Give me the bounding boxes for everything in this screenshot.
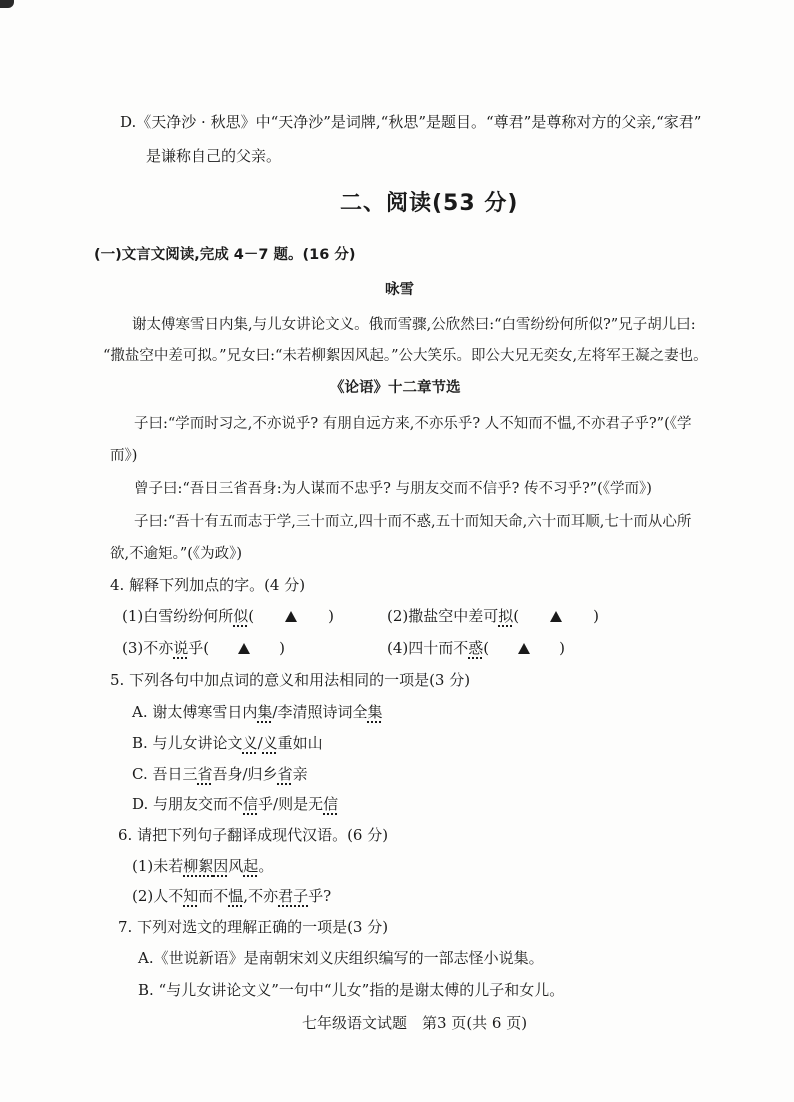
q4-item-3 xyxy=(122,638,285,658)
lunyu-para1-line1: 子曰:“学而时习之,不亦说乎? 有朋自远方来,不亦乐乎? 人不知而不愠,不亦君子乎?”(《学 xyxy=(134,416,692,432)
option-d-line1: D.《天净沙 · 秋思》中“天净沙”是词牌,“秋思”是题目。“尊君”是尊称对方的父亲,“家君” xyxy=(120,113,702,131)
q5-b-dotted-1: 义 xyxy=(242,734,258,752)
q5-a-dotted-1: 集 xyxy=(257,703,273,721)
q5-option-d[interactable]: D. 与朋友交而不信乎/则是无信 xyxy=(132,795,339,813)
q5-c-dotted-2: 省 xyxy=(277,765,293,783)
q6-2-dotted-zhi: 知 xyxy=(183,887,199,905)
q4-item-1-text: (1)白雪纷纷何所 xyxy=(122,607,234,625)
lunyu-para3-line1: 子曰:“吾十有五而志于学,三十而立,四十而不惑,五十而知天命,六十而耳顺,七十而从心所 xyxy=(134,514,692,530)
q4-item-4-open: ( xyxy=(483,639,490,657)
lunyu-para3-line2: 欲,不逾矩。”(《为政》) xyxy=(110,546,243,562)
question-7-stem: 7. 下列对选文的理解正确的一项是(3 分) xyxy=(118,918,389,936)
q5-c-dotted-1: 省 xyxy=(197,765,213,783)
passage-title-lunyu: 《论语》十二章节选 xyxy=(330,380,461,396)
q7-option-b[interactable]: B. “与儿女讲论文义”一句中“儿女”指的是谢太傅的儿子和女儿。 xyxy=(138,981,565,999)
q4-item-3-open: 乎( xyxy=(188,639,210,657)
q4-item-2-answer-blank[interactable] xyxy=(519,606,593,626)
passage-yongxue-line1: 谢太傅寒雪日内集,与儿女讲论文义。俄而雪骤,公欣然曰:“白雪纷纷何所似?”兄子胡儿曰: xyxy=(132,317,696,333)
corner-mark xyxy=(0,0,14,8)
triangle-icon xyxy=(285,611,297,622)
q4-item-4 xyxy=(387,638,565,658)
passage-title-yongxue: 咏雪 xyxy=(385,282,414,298)
q4-item-1-dotted-char: 似 xyxy=(233,607,249,625)
q4-item-4-answer-blank[interactable] xyxy=(489,638,559,658)
q4-item-4-text: (4)四十而不 xyxy=(387,639,469,657)
question-6-stem: 6. 请把下列句子翻译成现代汉语。(6 分) xyxy=(118,826,389,844)
q4-item-1 xyxy=(122,606,334,626)
q4-item-4-dotted-char: 惑 xyxy=(468,639,484,657)
q5-option-b[interactable]: B. 与儿女讲论文义/义重如山 xyxy=(132,734,323,752)
triangle-icon xyxy=(518,643,530,654)
option-d-line2: 是谦称自己的父亲。 xyxy=(146,147,282,165)
q4-item-4-close: ) xyxy=(559,639,565,657)
q4-item-3-close: ) xyxy=(279,639,285,657)
question-4-stem: 4. 解释下列加点的字。(4 分) xyxy=(110,576,306,594)
q4-item-1-close: ) xyxy=(328,607,334,625)
q6-item-1: (1)未若柳絮因风起。 xyxy=(132,857,274,875)
q5-a-dotted-2: 集 xyxy=(367,703,383,721)
q4-item-3-dotted-char: 说 xyxy=(173,639,189,657)
question-5-stem: 5. 下列各句中加点词的意义和用法相同的一项是(3 分) xyxy=(110,671,471,689)
q7-option-a[interactable]: A.《世说新语》是南朝宋刘义庆组织编写的一部志怪小说集。 xyxy=(138,949,544,967)
q4-item-1-answer-blank[interactable] xyxy=(254,606,328,626)
q4-item-2-dotted-char: 拟 xyxy=(498,607,514,625)
q6-2-dotted-junzi: 君子 xyxy=(278,887,309,905)
q5-b-dotted-2: 义 xyxy=(262,734,278,752)
q5-option-c[interactable]: C. 吾日三省吾身/归乡省亲 xyxy=(132,765,308,783)
passage-yongxue-line2: “撒盐空中差可拟。”兄女曰:“未若柳絮因风起。”公大笑乐。即公大兄无奕女,左将军王凝之妻也。 xyxy=(103,348,708,364)
q4-item-2-close: ) xyxy=(593,607,599,625)
q6-1-dotted-qi: 起 xyxy=(243,857,259,875)
lunyu-para2: 曾子曰:“吾日三省吾身:为人谋而不忠乎? 与朋友交而不信乎? 传不习乎?”(《学而》) xyxy=(134,481,652,497)
q5-d-dotted-2: 信 xyxy=(323,795,339,813)
part-heading: (一)文言文阅读,完成 4－7 题。(16 分) xyxy=(94,247,356,263)
q4-item-2-open: ( xyxy=(513,607,520,625)
q4-item-2-text: (2)撒盐空中差可 xyxy=(387,607,499,625)
q4-item-3-text: (3)不亦 xyxy=(122,639,174,657)
q5-d-dotted-1: 信 xyxy=(243,795,259,813)
page-footer: 七年级语文试题 第3 页(共 6 页) xyxy=(302,1014,528,1032)
q6-1-dotted-liuxu: 柳絮 xyxy=(183,857,214,875)
q4-item-1-open: ( xyxy=(248,607,255,625)
q4-item-2 xyxy=(387,606,599,626)
q5-option-a[interactable]: A. 谢太傅寒雪日内集/李清照诗词全集 xyxy=(132,703,383,721)
q4-item-3-answer-blank[interactable] xyxy=(209,638,279,658)
triangle-icon xyxy=(238,643,250,654)
lunyu-para1-line2: 而》) xyxy=(110,448,138,464)
q6-2-dotted-yun: 愠 xyxy=(228,887,244,905)
triangle-icon xyxy=(550,611,562,622)
section-title: 二、阅读(53 分) xyxy=(340,191,519,216)
q6-1-dotted-yin: 因 xyxy=(213,857,229,875)
q6-item-2: (2)人不知而不愠,不亦君子乎? xyxy=(132,887,332,905)
